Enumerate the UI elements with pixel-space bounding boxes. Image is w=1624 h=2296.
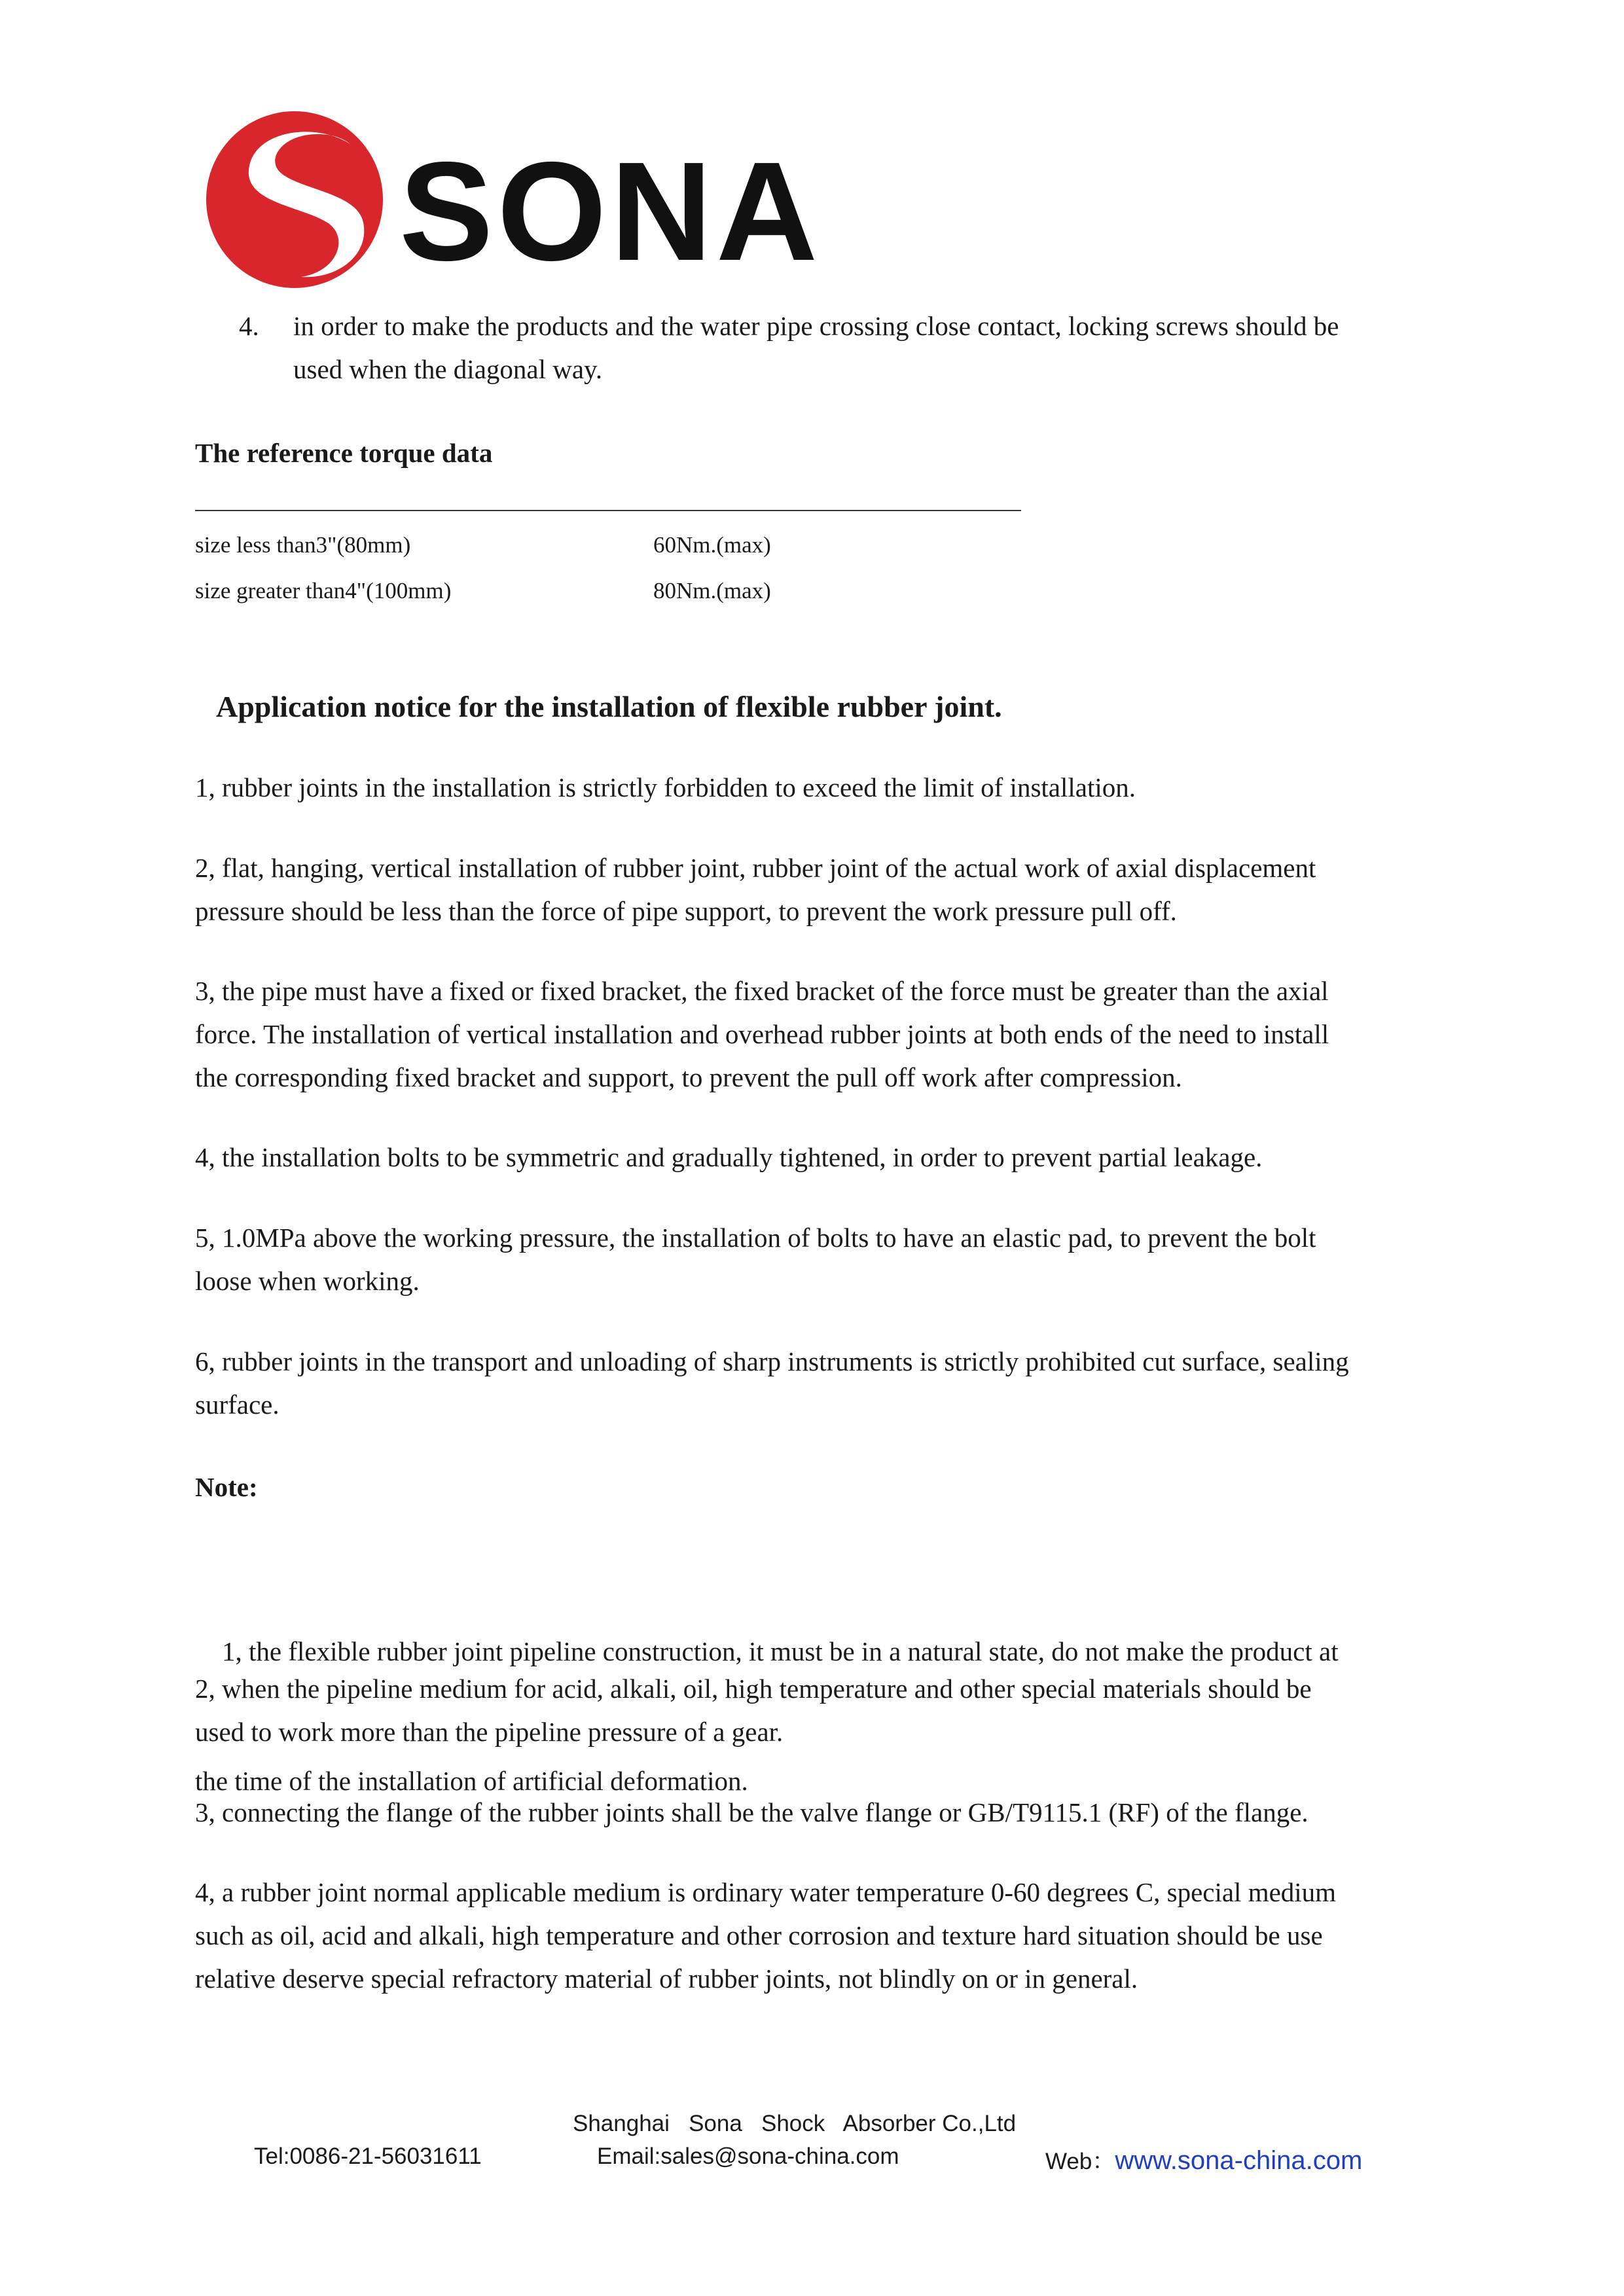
application-heading: Application notice for the installation of flexible rubber joint. [216, 690, 1002, 723]
note-paragraph [195, 1871, 1439, 2000]
application-paragraph [195, 1340, 1439, 1426]
list-item-line: used when the diagonal way. [293, 354, 603, 384]
paragraph-line: the corresponding fixed bracket and support, to prevent the pull off work after compression. [195, 1062, 1182, 1092]
paragraph-line: 4, a rubber joint normal applicable medium is ordinary water temperature 0-60 degrees C, special medium [195, 1877, 1337, 1907]
logo-wordmark: SONA [399, 132, 822, 290]
paragraph-line: 4, the installation bolts to be symmetric and gradually tightened, in order to prevent partial leakage. [195, 1142, 1263, 1172]
torque-row [195, 575, 1046, 607]
paragraph-line: force. The installation of vertical installation and overhead rubber joints at both ends of the need to install [195, 1019, 1329, 1049]
torque-divider [195, 510, 1021, 511]
paragraph-line: 3, the pipe must have a fixed or fixed bracket, the fixed bracket of the force must be greater than the axial [195, 976, 1329, 1006]
paragraph-line: loose when working. [195, 1266, 420, 1296]
paragraph-line: such as oil, acid and alkali, high temperature and other corrosion and texture hard situation should be use [195, 1920, 1323, 1950]
paragraph-line: 1, the flexible rubber joint pipeline construction, it must be in a natural state, do not make the product at [195, 1636, 1339, 1666]
paragraph-line: surface. [195, 1390, 280, 1420]
list-item-number: 4. [239, 311, 259, 341]
footer-telephone: Tel:0086-21-56031611 [254, 2144, 482, 2169]
application-paragraph [195, 766, 1439, 809]
paragraph-line: used to work more than the pipeline pressure of a gear. [195, 1717, 784, 1747]
list-item-text [293, 304, 1440, 391]
paragraph-line: 1, rubber joints in the installation is strictly forbidden to exceed the limit of installation. [195, 772, 1136, 802]
torque-size-cell: size greater than4"(100mm) [195, 578, 452, 603]
paragraph-line: the time of the installation of artificial deformation. [195, 1766, 748, 1796]
application-paragraph [195, 1136, 1439, 1179]
footer-web-link[interactable]: www.sona-china.com [1115, 2146, 1363, 2175]
paragraph-line: 3, connecting the flange of the rubber joints shall be the valve flange or GB/T9115.1 (RF) of the flange. [195, 1797, 1308, 1827]
torque-value-cell: 80Nm.(max) [653, 578, 771, 603]
intro-list-item [196, 304, 1440, 391]
paragraph-line: 2, flat, hanging, vertical installation of rubber joint, rubber joint of the actual work of axial displacement [195, 853, 1316, 883]
paragraph-line: 5, 1.0MPa above the working pressure, the installation of bolts to have an elastic pad, to prevent the bolt [195, 1223, 1316, 1253]
footer-company-name: Shanghai Sona Shock Absorber Co.,Ltd [573, 2111, 1017, 2136]
note-label: Note: [195, 1472, 258, 1502]
list-item-line: in order to make the products and the water pipe crossing close contact, locking screws should be [293, 311, 1339, 341]
torque-value-cell: 60Nm.(max) [653, 532, 771, 558]
sona-logo-graphic [203, 108, 822, 298]
torque-size-cell: size less than3"(80mm) [195, 532, 411, 558]
paragraph-line: 6, rubber joints in the transport and unloading of sharp instruments is strictly prohibited cut surface, sealing [195, 1346, 1349, 1376]
note-paragraph [195, 1791, 1439, 1834]
footer-website [1045, 2144, 1362, 2176]
application-paragraph [195, 969, 1439, 1099]
note-paragraph [195, 1667, 1439, 1753]
paragraph-line: relative deserve special refractory material of rubber joints, not blindly on or in general. [195, 1964, 1138, 1994]
torque-row [195, 529, 1046, 562]
footer-email[interactable]: Email:sales@sona-china.com [597, 2144, 899, 2169]
application-paragraph [195, 846, 1439, 933]
paragraph-line: pressure should be less than the force of pipe support, to prevent the work pressure pull off. [195, 896, 1177, 926]
footer-web-label: Web： [1045, 2149, 1115, 2174]
torque-section-title: The reference torque data [195, 438, 493, 468]
application-paragraph [195, 1216, 1439, 1302]
paragraph-line: 2, when the pipeline medium for acid, alkali, oil, high temperature and other special materials should be [195, 1674, 1312, 1704]
company-logo [203, 108, 822, 298]
